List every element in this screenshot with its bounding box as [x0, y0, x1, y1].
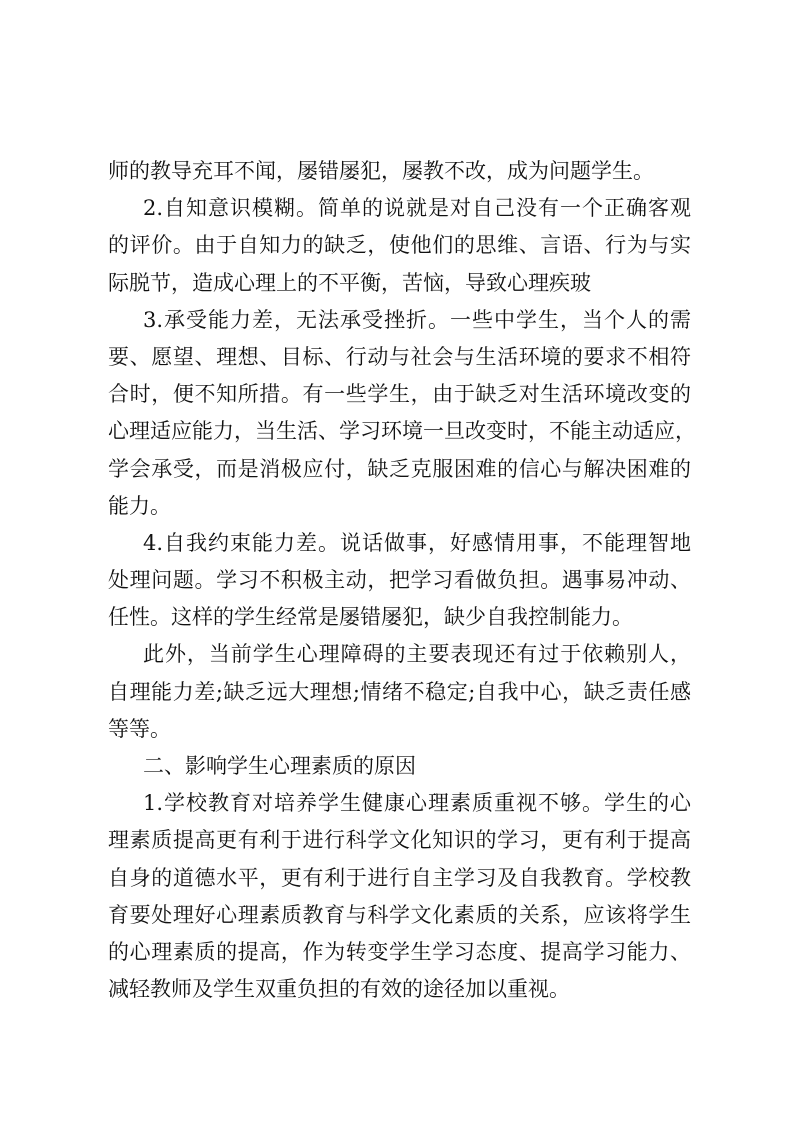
text-line: 任性。这样的学生经常是屡错屡犯，缺少自我控制能力。 — [108, 605, 633, 630]
text-line: 等等。 — [108, 716, 171, 741]
text-line: 育要处理好心理素质教育与科学文化素质的关系，应该将学生 — [108, 902, 691, 927]
text-line: 此外，当前学生心理障碍的主要表现还有过于依赖别人， — [143, 642, 691, 667]
paragraph — [108, 525, 691, 637]
text-line: 的心理素质的提高，作为转变学生学习态度、提高学习能力、 — [108, 939, 691, 964]
text-line: 4.自我约束能力差。说话做事，好感情用事，不能理智地 — [143, 530, 691, 555]
text-line: 合时，便不知所措。有一些学生，由于缺乏对生活环境改变的 — [108, 382, 691, 407]
text-line: 的评价。由于自知力的缺乏，使他们的思维、言语、行为与实 — [108, 233, 691, 258]
text-line: 1.学校教育对培养学生健康心理素质重视不够。学生的心 — [143, 791, 691, 816]
text-line: 处理问题。学习不积极主动，把学习看做负担。遇事易冲动、 — [108, 568, 691, 593]
document-page — [108, 153, 696, 1008]
paragraph — [108, 190, 691, 302]
paragraph — [108, 785, 691, 1008]
text-line: 自身的道德水平，更有利于进行自主学习及自我教育。学校教 — [108, 865, 691, 890]
text-line: 能力。 — [108, 493, 171, 518]
section-heading — [108, 748, 691, 785]
paragraph — [108, 153, 691, 190]
text-line: 学会承受，而是消极应付，缺乏克服困难的信心与解决困难的 — [108, 456, 691, 481]
text-line: 心理适应能力，当生活、学习环境一旦改变时，不能主动适应， — [108, 419, 696, 444]
paragraph — [108, 302, 696, 525]
text-line: 二、影响学生心理素质的原因 — [143, 754, 416, 778]
text-line: 理素质提高更有利于进行科学文化知识的学习，更有利于提高 — [108, 828, 691, 853]
text-line: 自理能力差;缺乏远大理想;情绪不稳定;自我中心，缺乏责任感 — [108, 679, 691, 704]
text-line: 3.承受能力差，无法承受挫折。一些中学生，当个人的需 — [143, 307, 691, 332]
text-line: 师的教导充耳不闻，屡错屡犯，屡教不改，成为问题学生。 — [108, 159, 654, 183]
text-line: 要、愿望、理想、目标、行动与社会与生活环境的要求不相符 — [108, 344, 691, 369]
text-line: 减轻教师及学生双重负担的有效的途径加以重视。 — [108, 977, 570, 1002]
text-line: 2.自知意识模糊。简单的说就是对自己没有一个正确客观 — [143, 196, 691, 221]
text-line: 际脱节，造成心理上的不平衡，苦恼，导致心理疾玻 — [108, 270, 591, 295]
paragraph — [108, 636, 691, 748]
